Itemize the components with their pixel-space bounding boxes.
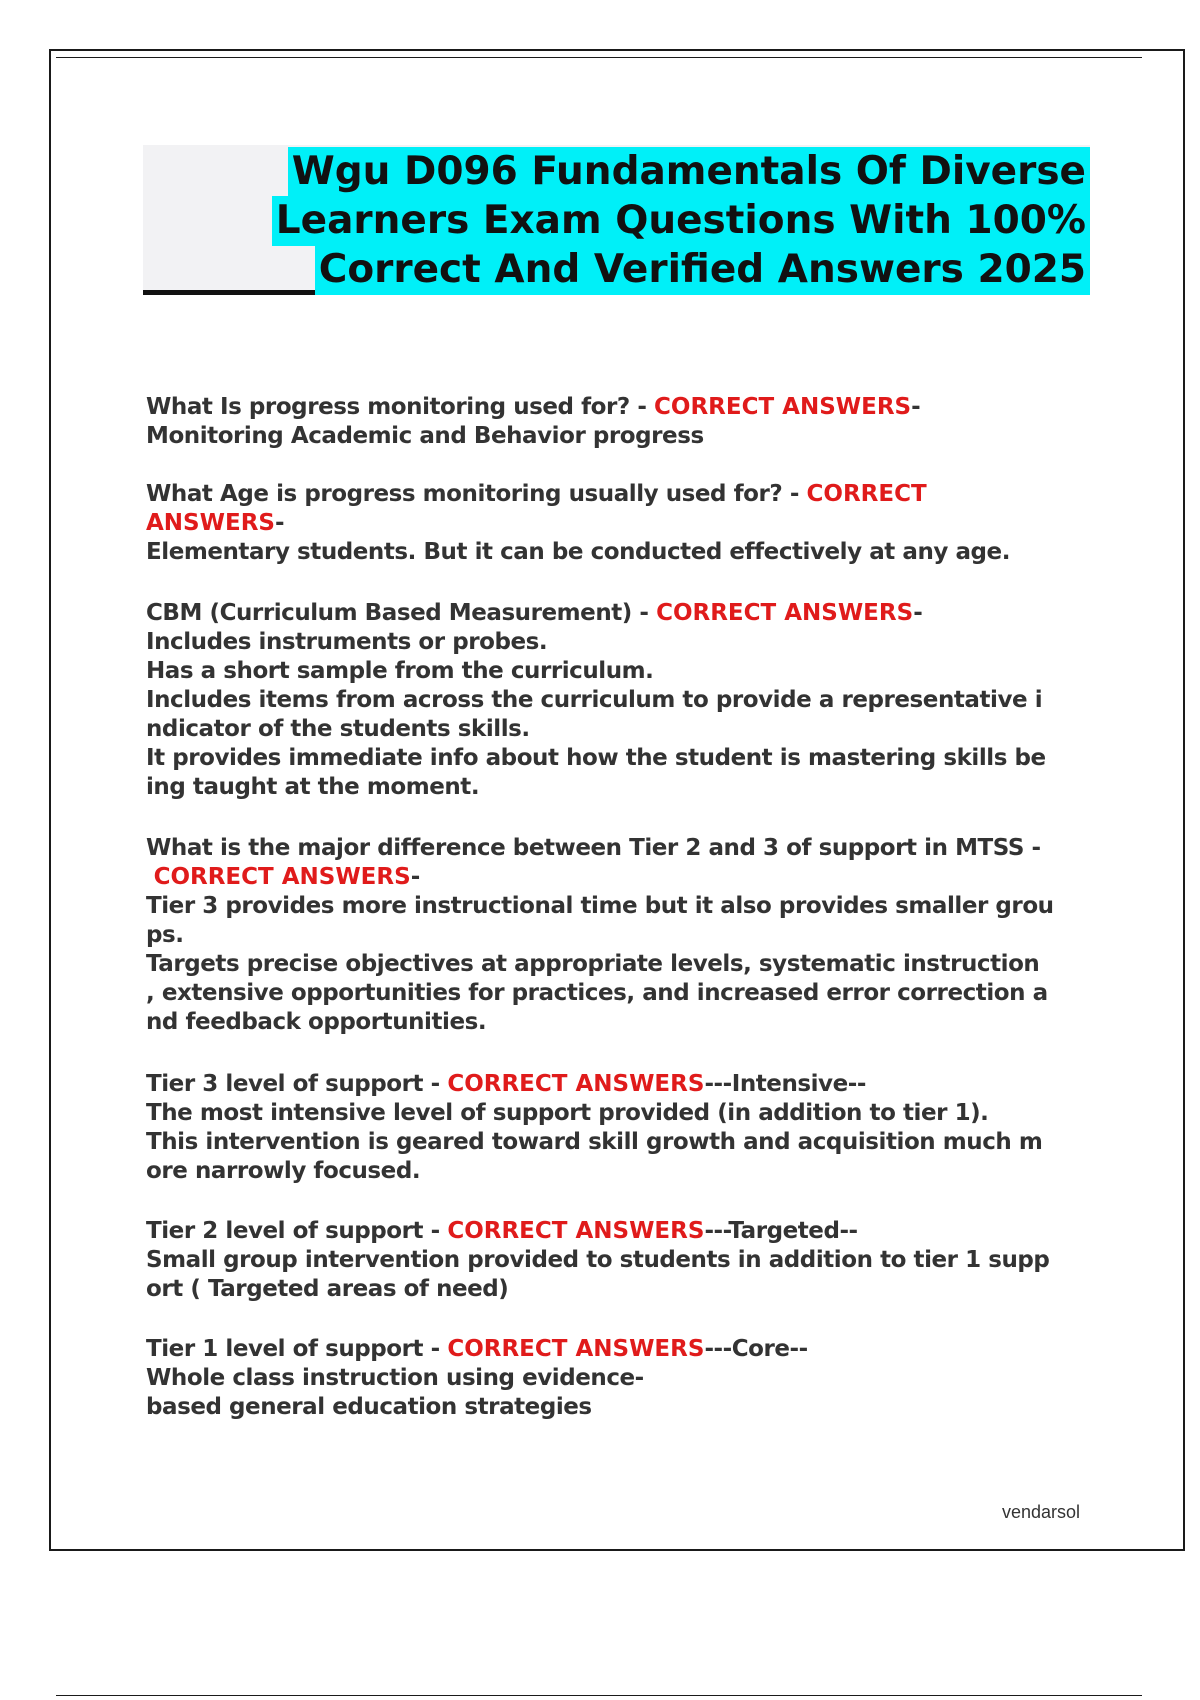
correct-answers-marker: CORRECT ANSWERS [447, 1071, 705, 1097]
question-line: What is the major difference between Tier 2 and 3 of support in MTSS - [146, 835, 1041, 861]
correct-answers-marker: CORRECT ANSWERS [447, 1218, 705, 1244]
qa-item [146, 599, 1096, 802]
title-line: Correct And Verified Answers 2025 [143, 245, 1090, 294]
correct-answers-marker: CORRECT [806, 481, 927, 507]
qa-item [146, 834, 1096, 1037]
answer-line: Includes items from across the curriculum to provide a representative i [146, 687, 1043, 713]
question-line: ANSWERS- [146, 510, 285, 536]
answer-line: Tier 3 provides more instructional time but it also provides smaller grou [146, 893, 1054, 919]
answer-line: Whole class instruction using evidence- [146, 1365, 644, 1391]
correct-answers-marker: CORRECT ANSWERS [153, 864, 411, 890]
answer-line: Monitoring Academic and Behavior progress [146, 423, 704, 449]
question-line: CBM (Curriculum Based Measurement) - CORRECT ANSWERS- [146, 600, 923, 626]
qa-item [146, 1217, 1096, 1304]
title-line: Wgu D096 Fundamentals Of Diverse [143, 147, 1090, 196]
title-line: Learners Exam Questions With 100% [143, 196, 1090, 245]
qa-item [146, 1070, 1096, 1186]
answer-line: Elementary students. But it can be conducted effectively at any age. [146, 539, 1010, 565]
answer-line: ps. [146, 922, 184, 948]
answer-line: ore narrowly focused. [146, 1158, 421, 1184]
answer-line: ort ( Targeted areas of need) [146, 1276, 509, 1302]
correct-answers-marker: CORRECT ANSWERS [654, 394, 912, 420]
question-line: Tier 3 level of support - CORRECT ANSWERS---Intensive-- [146, 1071, 866, 1097]
answer-line: nd feedback opportunities. [146, 1009, 487, 1035]
qa-item [146, 480, 1096, 567]
footer-brand: vendarsol [1001, 1502, 1080, 1522]
bottom-rule [56, 1695, 1142, 1696]
answer-line: based general education strategies [146, 1394, 592, 1420]
question-line: Tier 1 level of support - CORRECT ANSWERS---Core-- [146, 1336, 808, 1362]
answer-line: It provides immediate info about how the student is mastering skills be [146, 745, 1046, 771]
answer-line: ndicator of the students skills. [146, 716, 530, 742]
question-line: Tier 2 level of support - CORRECT ANSWERS---Targeted-- [146, 1218, 858, 1244]
qa-item [146, 1335, 1096, 1422]
question-line: What Age is progress monitoring usually used for? - CORRECT [146, 481, 927, 507]
correct-answers-marker: CORRECT ANSWERS [656, 600, 914, 626]
qa-item [146, 393, 1096, 451]
document-title [143, 145, 1090, 295]
correct-answers-marker: ANSWERS [146, 510, 275, 536]
answer-line: Includes instruments or probes. [146, 629, 548, 655]
answer-line: Targets precise objectives at appropriate levels, systematic instruction [146, 951, 1040, 977]
answer-line: Small group intervention provided to students in addition to tier 1 supp [146, 1247, 1050, 1273]
correct-answers-marker: CORRECT ANSWERS [447, 1336, 705, 1362]
answer-line: , extensive opportunities for practices, and increased error correction a [146, 980, 1048, 1006]
question-line: CORRECT ANSWERS- [153, 864, 420, 890]
answer-line: The most intensive level of support provided (in addition to tier 1). [146, 1100, 989, 1126]
answer-line: Has a short sample from the curriculum. [146, 658, 654, 684]
answer-line: ing taught at the moment. [146, 774, 480, 800]
question-line: What Is progress monitoring used for? - CORRECT ANSWERS- [146, 394, 921, 420]
answer-line: This intervention is geared toward skill growth and acquisition much m [146, 1129, 1043, 1155]
